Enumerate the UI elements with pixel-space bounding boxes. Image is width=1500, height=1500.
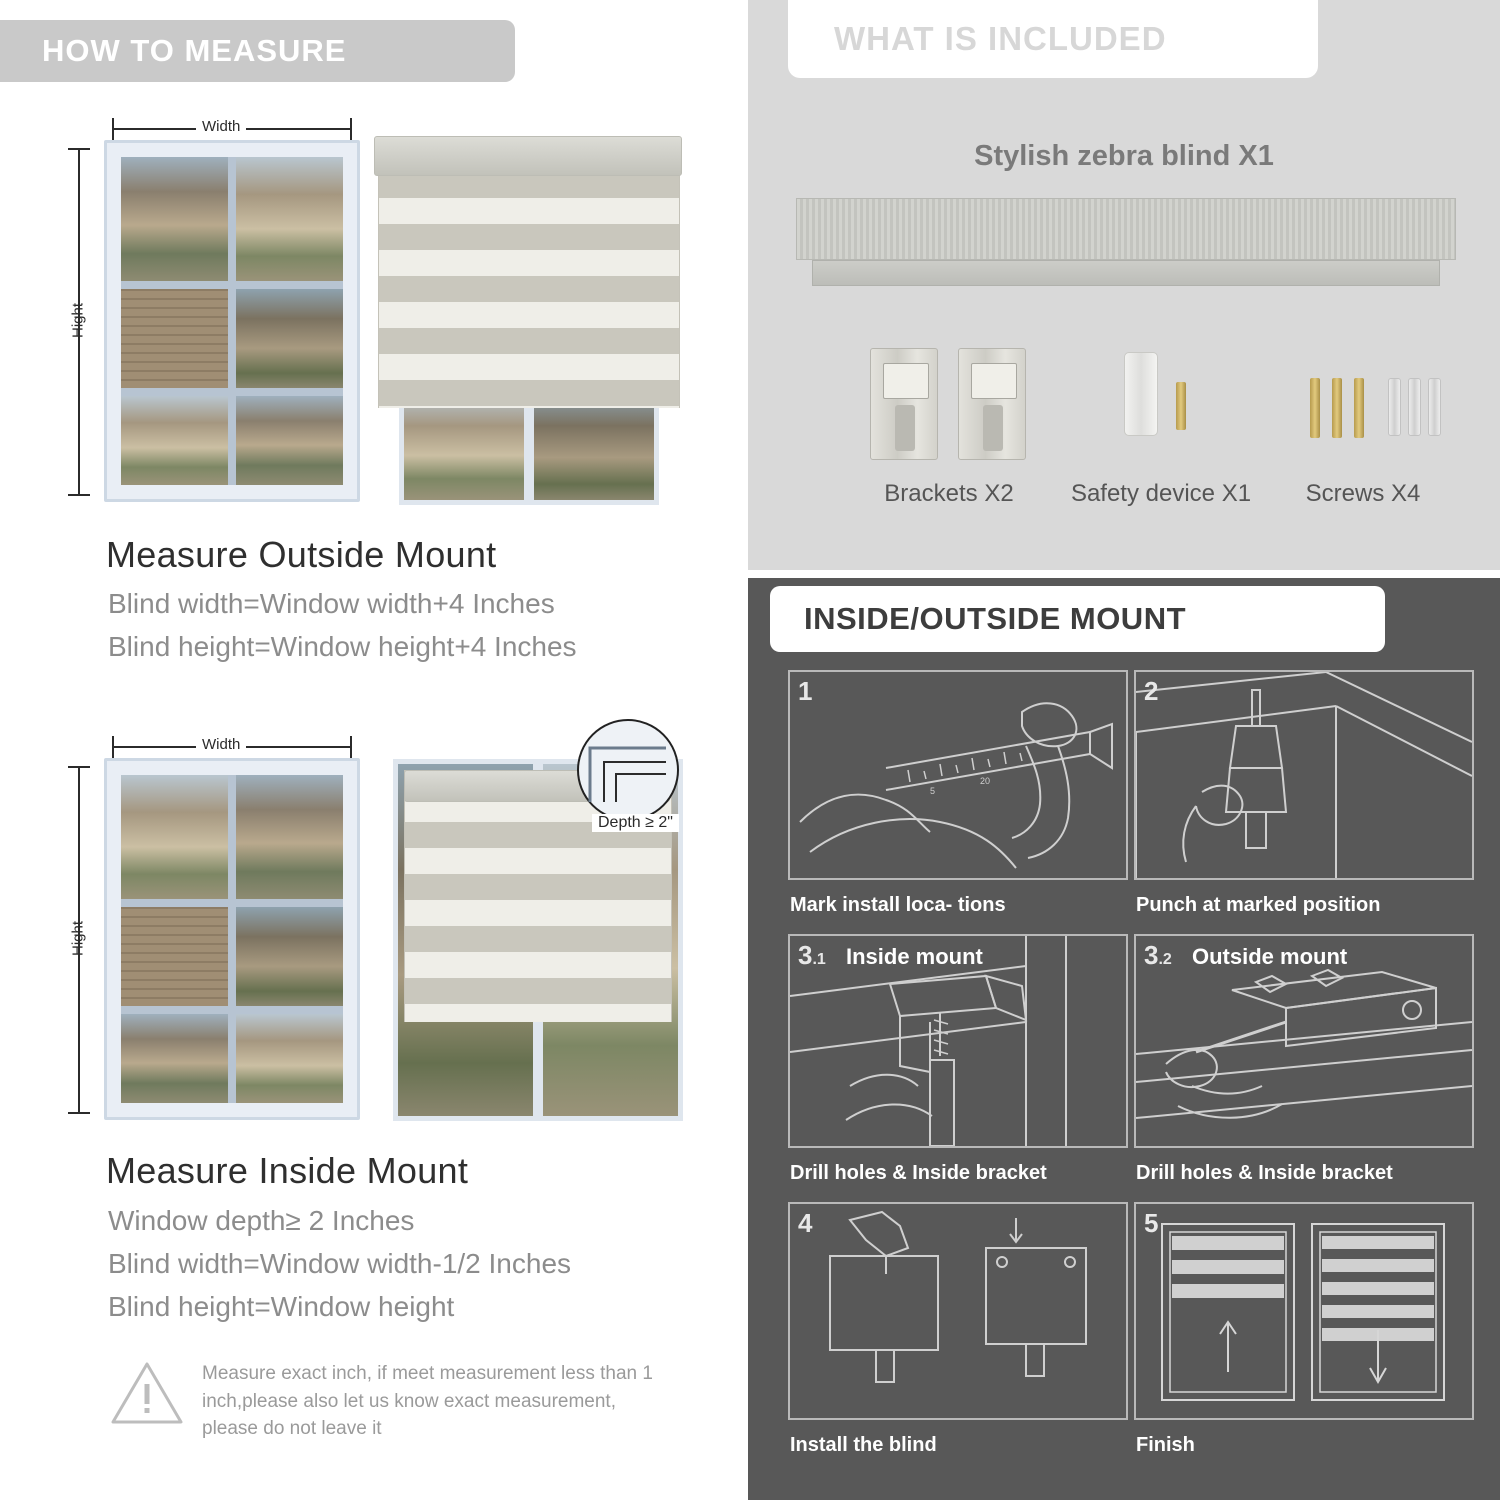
outside-height-label: Hight [69,302,87,339]
step-2-number: 2 [1144,676,1159,706]
window-pane [404,394,524,500]
outside-width-label: Width [196,118,246,135]
outside-window-illustration [104,140,360,502]
inside-mount-line-1: Window depth≥ 2 Inches [108,1205,415,1236]
window-pane [121,1014,228,1103]
window-pane [121,396,228,485]
inside-width-tick-left [112,736,114,758]
part-safety-device-label: Safety device X1 [1070,480,1252,507]
step-3-1-number: 3.1 [798,940,826,970]
inside-height-tick-bottom [68,1112,90,1114]
screw-icon [1310,378,1320,438]
part-screws-label: Screws X4 [1305,480,1421,507]
step-5-illustration [1134,1202,1474,1420]
outside-mount-heading: Measure Outside Mount [106,534,497,575]
how-to-measure-title: HOW TO MEASURE [0,20,515,82]
step-4-caption: Install the blind [790,1434,937,1456]
zebra-blind-product-image [796,198,1456,292]
window-pane [121,907,228,1006]
step-3-1-illustration [788,934,1128,1148]
step-5-caption: Finish [1136,1434,1195,1456]
step-3-2 [1134,934,1474,1198]
inside-window-illustration [104,758,360,1120]
measure-note-text: Measure exact inch, if meet measurement less than 1 inch,please also let us know exact measurement, please do not leave it [202,1363,653,1440]
part-brackets-label: Brackets X2 [884,480,1014,507]
step-1-number: 1 [798,676,813,706]
inside-width-label: Width [196,736,246,753]
window-pane [121,775,228,899]
inside-depth-label: Depth ≥ 2" [592,814,679,832]
inside-mount-line-3: Blind height=Window height [108,1291,455,1322]
window-pane [236,907,343,1006]
outside-mount-blind-illustration [378,128,678,508]
outside-height-tick-top [68,148,90,150]
step-2 [1134,670,1474,930]
step-4-number: 4 [798,1208,813,1238]
inside-width-tick-right [350,736,352,758]
step-3-2-number: 3.2 [1144,940,1172,970]
wall-anchor-icon [1408,378,1421,436]
inside-outside-mount-panel [748,578,1500,1500]
step-1-caption: Mark install loca- tions [790,894,1006,916]
included-parts-row [748,340,1500,540]
headrail-bottom [812,260,1440,286]
step-3-2-illustration [1134,934,1474,1148]
warning-icon [110,1360,184,1426]
inside-mount-line-2: Blind width=Window width-1/2 Inches [108,1248,572,1279]
inside-height-label: Hight [69,920,87,957]
inside-mount-heading: Measure Inside Mount [106,1150,469,1191]
outside-height-tick-bottom [68,494,90,496]
how-to-measure-panel [0,0,740,1500]
screw-icon [1176,382,1186,430]
step-5 [1134,1202,1474,1470]
product-title: Stylish zebra blind X1 [974,140,1274,172]
step-3-2-caption: Drill holes & Inside bracket [1136,1162,1393,1184]
outside-width-tick-right [350,118,352,140]
screw-icon [1354,378,1364,438]
inside-outside-mount-title: INSIDE/OUTSIDE MOUNT [770,586,1385,652]
safety-device-icon [1124,352,1158,436]
step-3-1 [788,934,1128,1198]
wall-anchor-icon [1388,378,1401,436]
inside-height-tick-top [68,766,90,768]
window-pane [534,394,654,500]
window-pane [236,396,343,485]
step-5-number: 5 [1144,1208,1159,1238]
step-2-caption: Punch at marked position [1136,894,1381,916]
bracket-icon [870,348,938,460]
step-3-1-caption: Drill holes & Inside bracket [790,1162,1047,1184]
step-1 [788,670,1128,930]
outside-mount-line-1: Blind width=Window width+4 Inches [108,588,555,619]
svg-text:5: 5 [930,786,936,796]
step-4-illustration [788,1202,1128,1420]
window-pane [121,289,228,388]
outside-width-tick-left [112,118,114,140]
blind-headrail [374,136,682,176]
what-is-included-title: WHAT IS INCLUDED [788,0,1318,78]
measure-note [110,1360,670,1443]
window-glass-grid [121,157,343,485]
window-pane [236,775,343,899]
window-glass-grid [121,775,343,1103]
window-pane [236,289,343,388]
step-3-1-inline-label: Inside mount [846,944,983,969]
step-1-illustration [788,670,1128,880]
window-pane [121,157,228,281]
blind-fabric [378,172,680,408]
part-screws [1218,340,1500,520]
window-pane [236,1014,343,1103]
step-2-illustration [1134,670,1474,880]
step-4 [788,1202,1128,1470]
wall-anchor-icon [1428,378,1441,436]
svg-text:20: 20 [980,776,991,786]
headrail-top [796,198,1456,260]
screw-icon [1332,378,1342,438]
outside-mount-line-2: Blind height=Window height+4 Inches [108,631,577,662]
step-3-2-inline-label: Outside mount [1192,944,1348,969]
what-is-included-panel [748,0,1500,570]
window-pane [236,157,343,281]
